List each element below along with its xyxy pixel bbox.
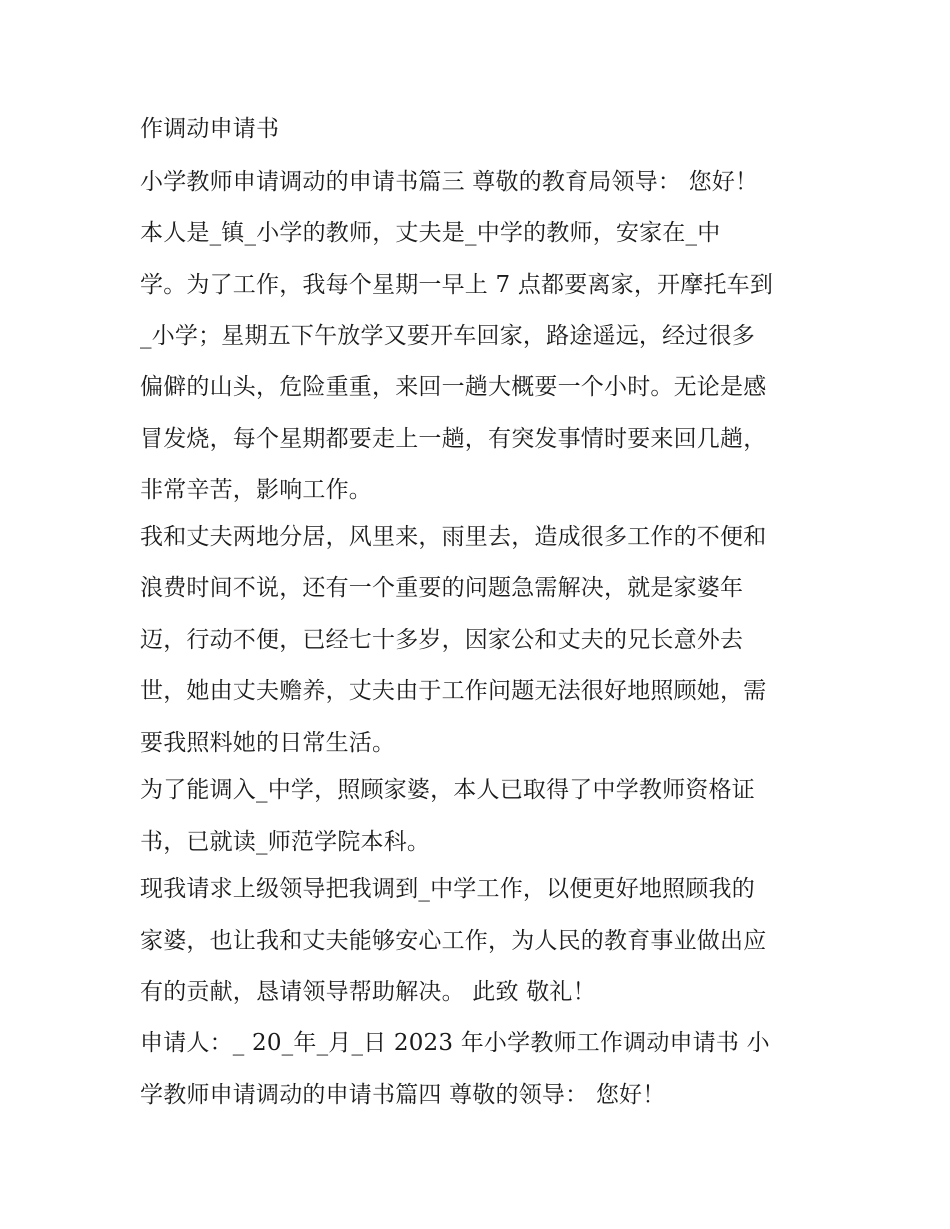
text-line: 现我请求上级领导把我调到_中学工作，以便更好地照顾我的 [140,876,755,902]
text-line: 学。为了工作，我每个星期一早上 7 点都要离家，开摩托车到 [140,272,774,298]
text-line: 有的贡献，恳请领导帮助解决。 此致 敬礼！ [140,979,596,1005]
text-line: 小学教师申请调动的申请书篇三 尊敬的教育局领导： 您好！ [140,169,759,195]
text-line: 本人是_镇_小学的教师，丈夫是_中学的教师，安家在_中 [140,220,721,246]
text-line: 学教师申请调动的申请书篇四 尊敬的领导： 您好！ [140,1082,666,1108]
text-line: 为了能调入_中学，照顾家婆，本人已取得了中学教师资格证 [140,777,755,803]
text-line: 浪费时间不说，还有一个重要的问题急需解决，就是家婆年 [140,575,744,601]
text-line: 我和丈夫两地分居，风里来，雨里去，造成很多工作的不便和 [140,524,767,550]
text-line: 作调动申请书 [140,116,280,142]
text-line: 偏僻的山头，危险重重，来回一趟大概要一个小时。无论是感 [140,374,767,400]
text-line: 书，已就读_师范学院本科。 [140,829,431,855]
text-line: 非常辛苦，影响工作。 [140,477,372,503]
text-line: 要我照料她的日常生活。 [140,730,396,756]
text-line: 冒发烧，每个星期都要走上一趟，有突发事情时要来回几趟， [140,426,767,452]
text-line: 迈，行动不便，已经七十多岁，因家公和丈夫的兄长意外去 [140,627,744,653]
text-line: 申请人：_ 20_年_月_日 2023 年小学教师工作调动申请书 小 [140,1030,770,1056]
text-line: 世，她由丈夫赡养，丈夫由于工作问题无法很好地照顾她，需 [140,678,767,704]
text-line: _小学；星期五下午放学又要开车回家，路途遥远，经过很多 [140,323,755,349]
text-line: 家婆，也让我和丈夫能够安心工作，为人民的教育事业做出应 [140,928,767,954]
